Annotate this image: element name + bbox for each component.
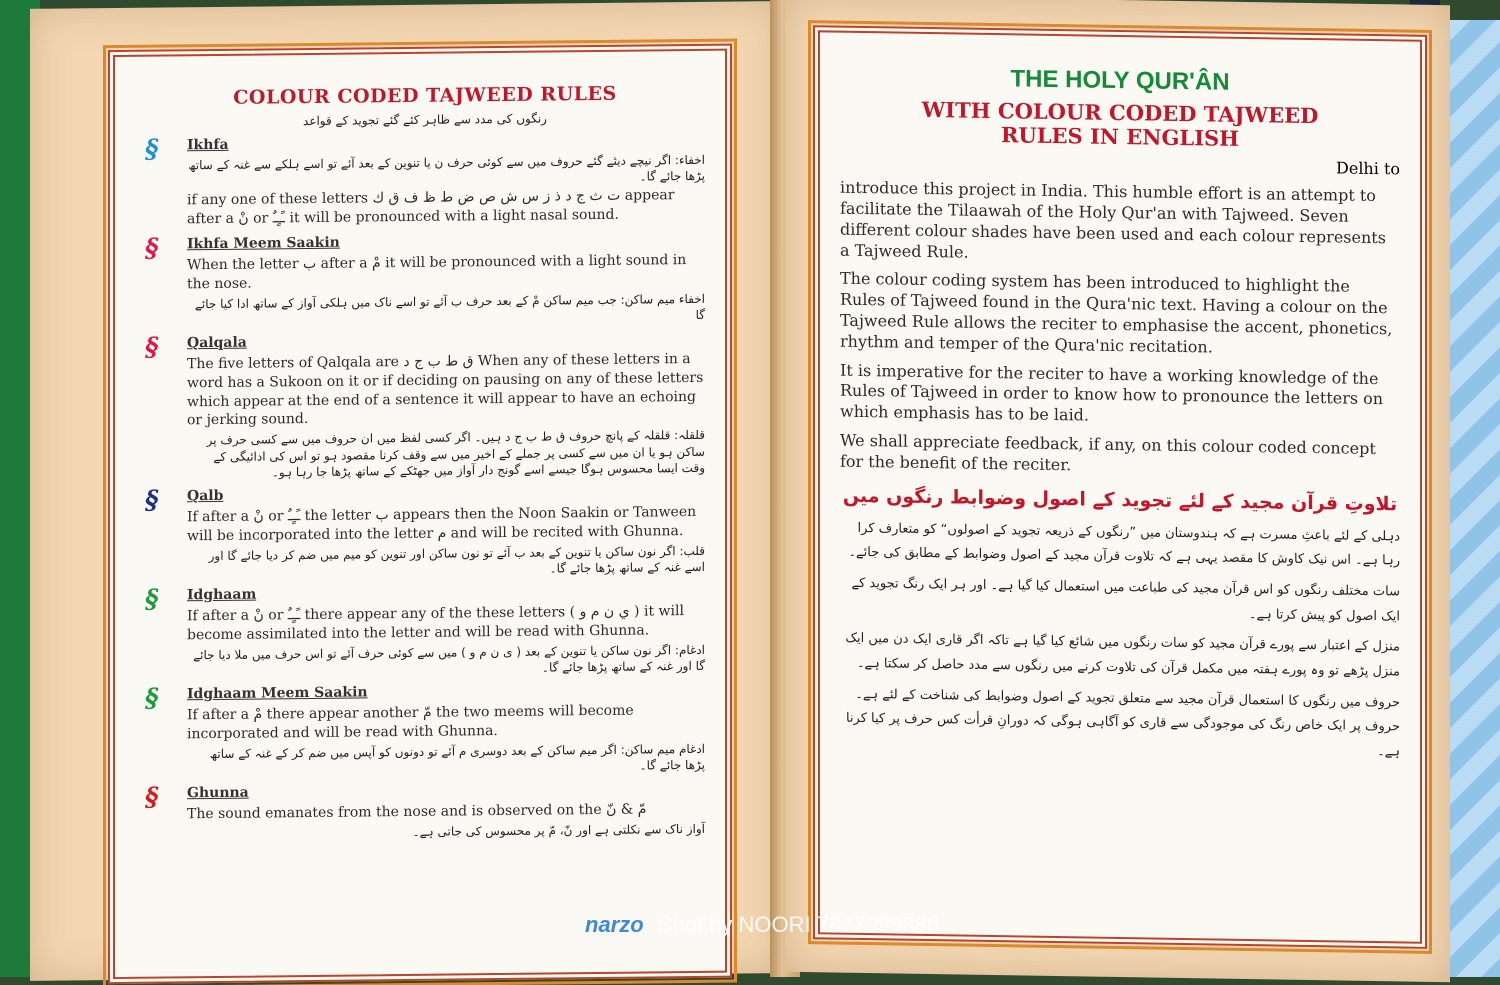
watermark-brand: narzo xyxy=(585,912,644,937)
rule-ghunna xyxy=(145,779,705,843)
coding-paragraph: The colour coding system has been introduced to highlight the Rules of Tajweed found in the Qura'nic text. Having a colour on the Tajweed Rule allows the reciter to emphasise the accent, phonetics, rhythm and temper of the Qura'nic recitation. xyxy=(840,269,1393,357)
urdu-paragraph: منزل کے اعتبار سے پورے قرآن مجید کو سات رنگوں میں شائع کیا گیا ہے تاکہ اگر قاری ایک دن میں ایک منزل پڑھے تو وہ پورے ہفتہ میں مکمل قرآن کی تلاوت کرنے میں رنگوں سے مدد حاصل کر سکتا ہے۔ xyxy=(845,631,1400,680)
rule-text: If after a مْ there appear another مّ the two meems will become incorporated and will be read with Ghunna. xyxy=(187,702,634,743)
rule-name: Qalqala xyxy=(187,334,247,352)
rule-text: if any one of these letters ت ث ج د ذ ز س ش ص ض ط ظ ف ق ك appear after a نْ or ـًـٍـٌ it will be pronounced with a light nasal sound. xyxy=(187,187,675,228)
feedback-paragraph: We shall appreciate feedback, if any, on this colour coded concept for the benefit of the reciter. xyxy=(840,430,1376,475)
rule-name: Ikhfa Meem Saakin xyxy=(187,234,340,253)
rule-urdu: آواز ناک سے نکلتی ہے اور نّ، مّ پر محسوس کی جاتی ہے۔ xyxy=(412,821,705,839)
rule-name: Idghaam xyxy=(187,586,257,604)
rule-urdu: اخفاء: اگر نیچے دیئے گئے حروف میں سے کوئی حرف ن یا تنوین کے بعد آئے تو اسے ہلکے سے غنہ کے ساتھ پڑھا جائے گا۔ xyxy=(188,152,705,184)
rule-urdu: قلب: اگر نون ساکن یا تنوین کے بعد ب آئے تو نون ساکن اور تنوین کو میم میں ضم کر دیا جائے گا اور اسے غنہ کے ساتھ پڑھا جائے گا۔ xyxy=(208,543,705,576)
urdu-paragraph: حروف میں رنگوں کا استعمال قرآن مجید سے متعلق تجوید کے اصول وضوابط کی شناخت کے لئے ہے۔ حروف پر ایک خاص رنگ کی موجودگی سے قاری کو آگاہی ہوگی کہ دورانِ قرأت کس حرف پر کیا کرنا ہے۔ xyxy=(845,686,1400,760)
rule-name: Idghaam Meem Saakin xyxy=(187,684,368,703)
left-page xyxy=(30,1,780,981)
right-page-title: THE HOLY QUR'ÂN xyxy=(1010,65,1230,96)
camera-watermark xyxy=(585,912,939,938)
rule-text: If after a نْ or ـًـٍـٌ there appear any of the these letters ( ي ن م و ) it will become assimilated into the letter and will be read with Ghunna. xyxy=(187,602,684,644)
right-page-subtitle-line2: RULES IN ENGLISH xyxy=(1000,122,1240,152)
rule-name: Ghunna xyxy=(187,784,249,802)
color-marker-icon: § xyxy=(145,233,159,264)
delhi-fragment: Delhi to xyxy=(1336,158,1400,179)
left-page-title: COLOUR CODED TAJWEED RULES xyxy=(233,82,617,109)
color-marker-icon: § xyxy=(145,584,159,615)
intro-paragraph: introduce this project in India. This humble effort is an attempt to facilitate the Tilaawah of the Holy Qur'an with Tajweed. Seven different colour shades have been used and each colour represents a Tajweed Rule. xyxy=(840,177,1386,262)
right-page-content xyxy=(840,53,1400,772)
rule-name: Qalb xyxy=(187,487,224,505)
urdu-heading: تلاوتِ قرآن مجید کے لئے تجوید کے اصول وضوابط رنگوں میں xyxy=(842,484,1398,516)
right-page-subtitle-line1: WITH COLOUR CODED TAJWEED xyxy=(921,96,1319,129)
rule-text: The five letters of Qalqala are ق ط ب ج د When any of these letters in a word has a Sukoon on it or if deciding on pausing on any of these letters which appear at the end of a sentence it will appear to have an echoing or jerking sound. xyxy=(187,350,704,429)
color-marker-icon: § xyxy=(145,683,159,714)
color-marker-icon: § xyxy=(145,782,159,813)
rule-idghaam xyxy=(145,581,705,680)
color-marker-icon: § xyxy=(145,332,159,363)
rule-qalqala xyxy=(145,329,705,482)
watermark-text: Shot by NOORI 7877399886 xyxy=(657,912,940,937)
left-page-content xyxy=(145,71,705,845)
imperative-paragraph: It is imperative for the reciter to have a working knowledge of the Rules of Tajweed in order to know how to pronounce the letters on which emphasis has to be laid. xyxy=(840,360,1384,425)
left-page-urdu-subtitle: رنگوں کی مدد سے ظاہر کئے گئے تجوید کے قواعد xyxy=(303,111,547,128)
rule-ikhfa xyxy=(145,131,705,230)
rule-text: The sound emanates from the nose and is observed on the مّ & نّ xyxy=(187,801,647,823)
rule-text: If after a نْ or ـًـٍـٌ the letter ب appears then the Noon Saakin or Tanween will be incorporated into the letter م and will be recited with Ghunna. xyxy=(187,503,697,545)
rule-urdu: قلقلہ: قلقلہ کے پانچ حروف ق ط ب ج د ہیں۔ اگر کسی لفظ میں ان حروف میں سے کسی حرف پر ساکن ہو یا ان میں سے کسی پر جملے کے اخیر میں سے وقف کرنا مقصود ہو تو اس کی ادائیگی کے وقت ایسا محسوس ہوگا جیسے اسے گونج دار آواز میں جھٹکے کے ساتھ پڑھا جا رہا ہو۔ xyxy=(206,428,705,480)
urdu-paragraph: دہلی کے لئے باعثِ مسرت ہے کہ ہندوستان میں ”رنگوں کے ذریعہ تجوید کے اصولوں“ کو متعارف کرا رہا ہے۔ اس نیک کاوش کا مقصد یہی ہے کہ تلاوت قرآن مجید کے اصول وضوابط کے مطابق کی جائے۔ xyxy=(848,520,1400,569)
right-page-frame xyxy=(813,25,1427,949)
rule-name: Ikhfa xyxy=(187,136,229,154)
rule-idghaam-meem-saakin xyxy=(145,680,705,779)
rule-qalb xyxy=(145,482,705,581)
rule-urdu: ادغام: اگر نون ساکن یا تنوین کے بعد ( ی ن م و ) میں سے کوئی حرف آئے تو اس حرف میں ملا دیا جائے گا اور غنہ کے ساتھ پڑھا جائے گا۔ xyxy=(193,642,705,675)
rule-urdu: اخفاء میم ساکن: جب میم ساکن مْ کے بعد حرف ب آئے تو اسے ناک میں ہلکی آواز کے ساتھ ادا کیا جائے گا xyxy=(194,291,705,322)
color-marker-icon: § xyxy=(145,485,159,516)
color-marker-icon: § xyxy=(145,134,159,165)
rule-ikhfa-meem-saakin xyxy=(145,230,705,329)
right-page xyxy=(785,0,1450,982)
rule-text: When the letter ب after a مْ it will be pronounced with a light sound in the nose. xyxy=(187,251,687,292)
left-page-frame xyxy=(108,44,732,985)
urdu-paragraph: سات مختلف رنگوں کو اس قرآن مجید کی طباعت میں استعمال کیا گیا ہے۔ اور ہر ایک رنگ تجوید کے ایک اصول کو پیش کرتا ہے۔ xyxy=(851,575,1400,625)
rule-urdu: ادغام میم ساکن: اگر میم ساکن کے بعد دوسری م آئے تو دونوں کو آپس میں ضم کر کے غنہ کے ساتھ پڑھا جائے گا۔ xyxy=(209,741,705,773)
